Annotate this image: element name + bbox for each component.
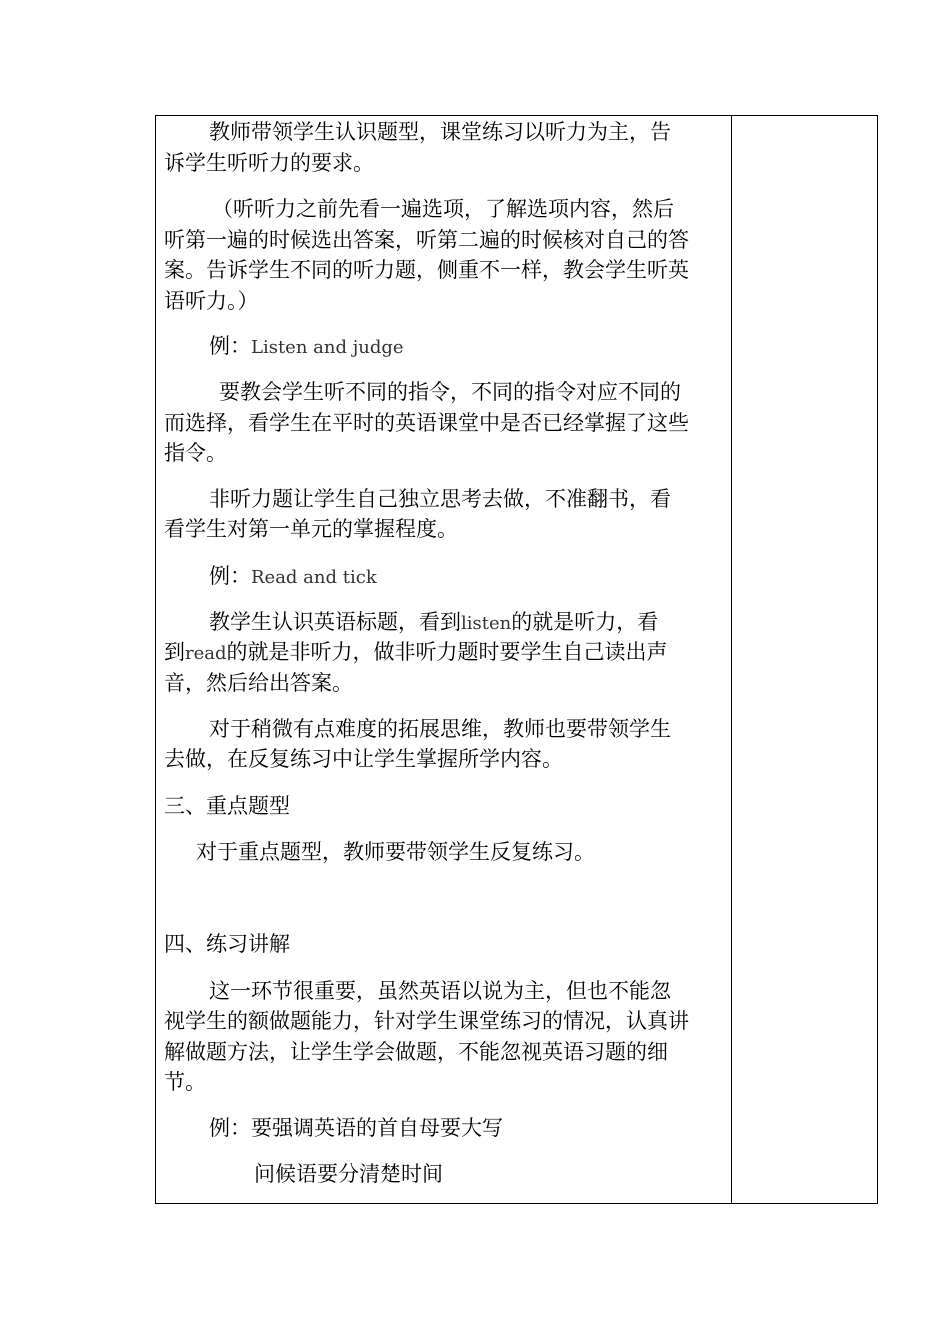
paragraph-2-line-4: 语听力。） (164, 289, 259, 313)
section-4-line-4: 节。 (164, 1070, 206, 1094)
paragraph-1-line-2: 诉学生听听力的要求。 (164, 151, 374, 175)
paragraph-3-line-1: 要教会学生听不同的指令，不同的指令对应不同的 (219, 380, 681, 404)
paragraph-4-line-2: 看学生对第一单元的掌握程度。 (164, 517, 458, 541)
paragraph-3-line-3: 指令。 (164, 441, 227, 465)
text-segment: 到 (164, 640, 185, 664)
paragraph-6-line-2: 去做，在反复练习中让学生掌握所学内容。 (164, 747, 563, 771)
section-4-line-1: 这一环节很重要，虽然英语以说为主，但也不能忽 (209, 979, 671, 1003)
section-4-example-continued: 问候语要分清楚时间 (254, 1162, 443, 1186)
text-segment: 教学生认识英语标题，看到 (209, 610, 461, 634)
paragraph-2-line-2: 听第一遍的时候选出答案，听第二遍的时候核对自己的答 (164, 228, 689, 252)
paragraph-5-line-2 (164, 637, 668, 669)
section-3-heading: 三、重点题型 (164, 794, 290, 818)
keyword-read: read (185, 643, 227, 664)
paragraph-3-line-2: 而选择，看学生在平时的英语课堂中是否已经掌握了这些 (164, 411, 689, 435)
paragraph-6-line-1: 对于稍微有点难度的拓展思维，教师也要带领学生 (209, 717, 671, 741)
paragraph-4-line-1: 非听力题让学生自己独立思考去做，不准翻书，看 (209, 487, 671, 511)
example-read-and-tick (209, 561, 377, 593)
column-divider (731, 116, 732, 1203)
paragraph-2-line-1: （听听力之前先看一遍选项，了解选项内容，然后 (212, 197, 674, 221)
text-segment: 的就是听力，看 (511, 610, 659, 634)
section-4-line-2: 视学生的额做题能力，针对学生课堂练习的情况，认真讲 (164, 1009, 689, 1033)
section-4-line-3: 解做题方法，让学生学会做题，不能忽视英语习题的细 (164, 1040, 668, 1064)
section-3-text: 对于重点题型，教师要带领学生反复练习。 (196, 840, 595, 864)
example-listen-and-judge (209, 331, 404, 363)
example-text: Read and tick (251, 567, 377, 588)
example-prefix: 例： (209, 564, 251, 588)
text-segment: 的就是非听力，做非听力题时要学生自己读出声 (226, 640, 668, 664)
section-4-heading: 四、练习讲解 (164, 932, 290, 956)
paragraph-2-line-3: 案。告诉学生不同的听力题，侧重不一样，教会学生听英 (164, 258, 689, 282)
section-4-example: 例：要强调英语的首自母要大写 (209, 1116, 503, 1140)
paragraph-5-line-1 (209, 607, 658, 639)
paragraph-5-line-3: 音，然后给出答案。 (164, 671, 353, 695)
example-text: Listen and judge (251, 337, 404, 358)
paragraph-1-line-1: 教师带领学生认识题型，课堂练习以听力为主，告 (209, 120, 671, 144)
keyword-listen: listen (461, 613, 512, 634)
example-prefix: 例： (209, 334, 251, 358)
